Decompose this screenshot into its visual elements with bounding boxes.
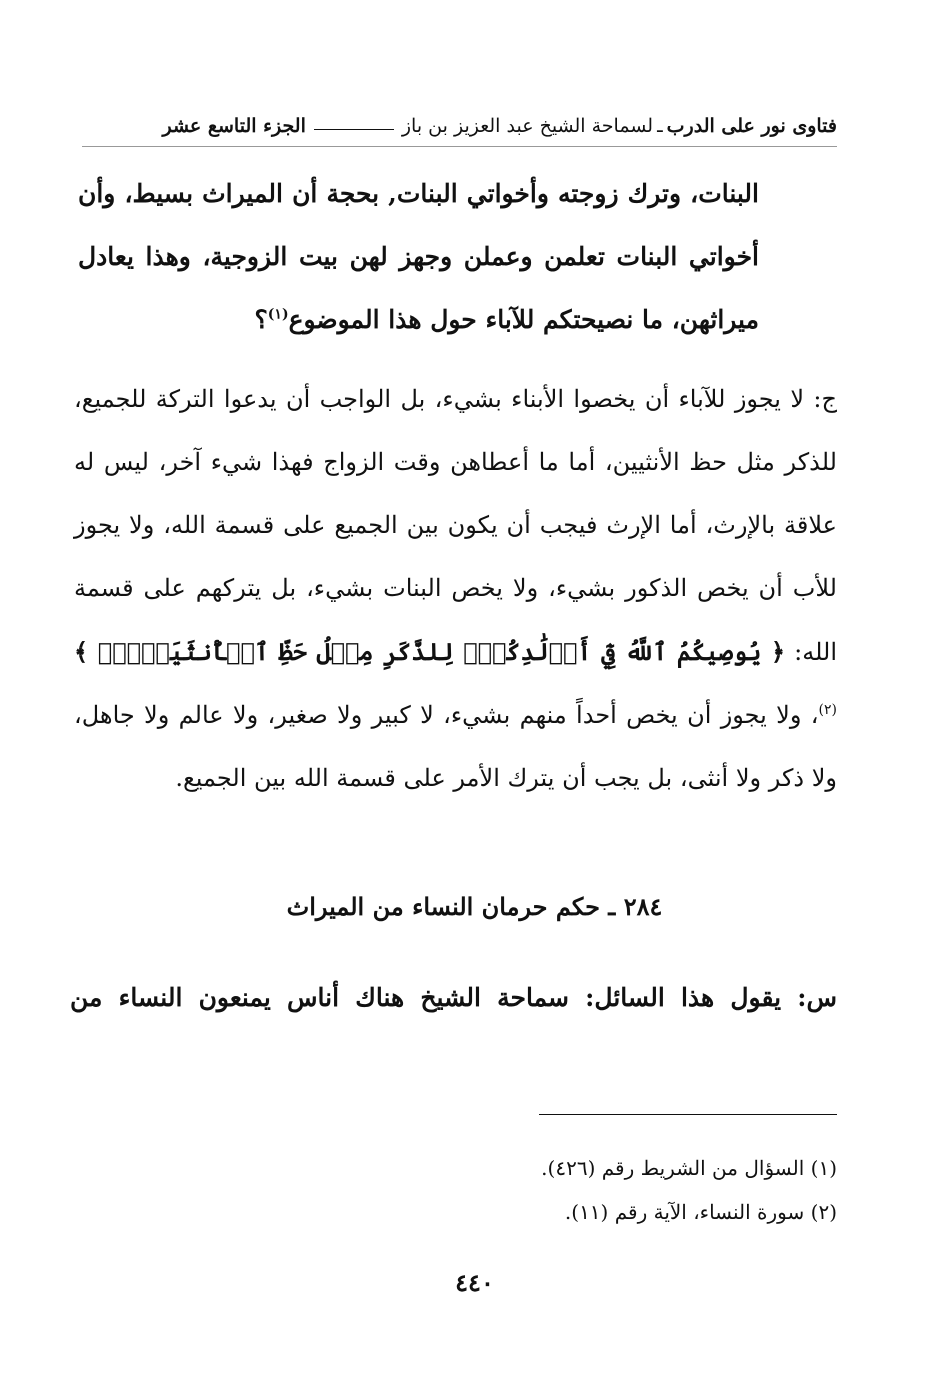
footnote-ref-2: (٢): [818, 702, 838, 718]
question-text: البنات، وترك زوجته وأخواتي البنات, بحجة أن الميراث بسيط، وأن أخواتي البنات تعلمن وعملن وجهز لهن بيت الزوجية، وهذا يعادل ميراثهن، ما نصيحتكم للآباء حول هذا الموضوع: [78, 179, 759, 334]
book-title: فتاوى نور على الدرب: [666, 115, 837, 137]
question-mark: ؟: [254, 305, 268, 334]
answer-text-2: ، ولا يجوز أن يخص أحداً منهم بشيء، لا كبير ولا صغير، ولا عالم ولا جاهل، ولا ذكر ولا أنثى، بل يجب أن يترك الأمر على قسمة الله بين الجميع.: [74, 701, 837, 792]
header-rule: [314, 129, 394, 130]
question-continuation: [78, 162, 759, 351]
section-heading: ٢٨٤ ـ حكم حرمان النساء من الميراث: [286, 892, 663, 921]
answer-text-1: ج: لا يجوز للآباء أن يخصوا الأبناء بشيء، بل الواجب أن يدعوا التركة للجميع، للذكر مثل حظ الأنثيين، أما ما أعطاهن وقت الزواج فهذا شيء آخر، ليس له علاقة بالإرث، أما الإرث فيجب أن يكون بين الجميع على قسمة الله، ولا يجوز للأب أن يخص الذكور بشيء، ولا يخص البنات بشيء، بل يتركهم على قسمة الله:: [74, 385, 837, 666]
footnote-1: (١) السؤال من الشريط رقم (٤٢٦).: [541, 1156, 837, 1180]
author-name: لسماحة الشيخ عبد العزيز بن باز: [401, 115, 654, 137]
footnotes: [112, 1146, 837, 1234]
footnote-2: (٢) سورة النساء، الآية رقم (١١).: [564, 1200, 837, 1224]
page-number: ٤٤٠: [455, 1268, 494, 1297]
footnote-divider: [539, 1114, 837, 1115]
answer-paragraph: [74, 368, 837, 810]
footnote-ref-1: (١): [267, 306, 289, 323]
next-question: س: يقول هذا السائل: سماحة الشيخ هناك أناس يمنعون النساء من: [70, 983, 837, 1012]
header-separator: ـ: [657, 115, 663, 137]
quran-verse: ﴿ يُوصِيكُمُ ٱللَّهُ فِيٓ أَوۡلَٰدِكُمۡۖ لِلذَّكَرِ مِثۡلُ حَظِّ ٱلۡأُنثَيَيۡنِۚ ﴾: [74, 637, 786, 666]
running-header: [82, 108, 837, 144]
header-divider: [82, 146, 837, 147]
volume-label: الجزء التاسع عشر: [162, 115, 306, 137]
